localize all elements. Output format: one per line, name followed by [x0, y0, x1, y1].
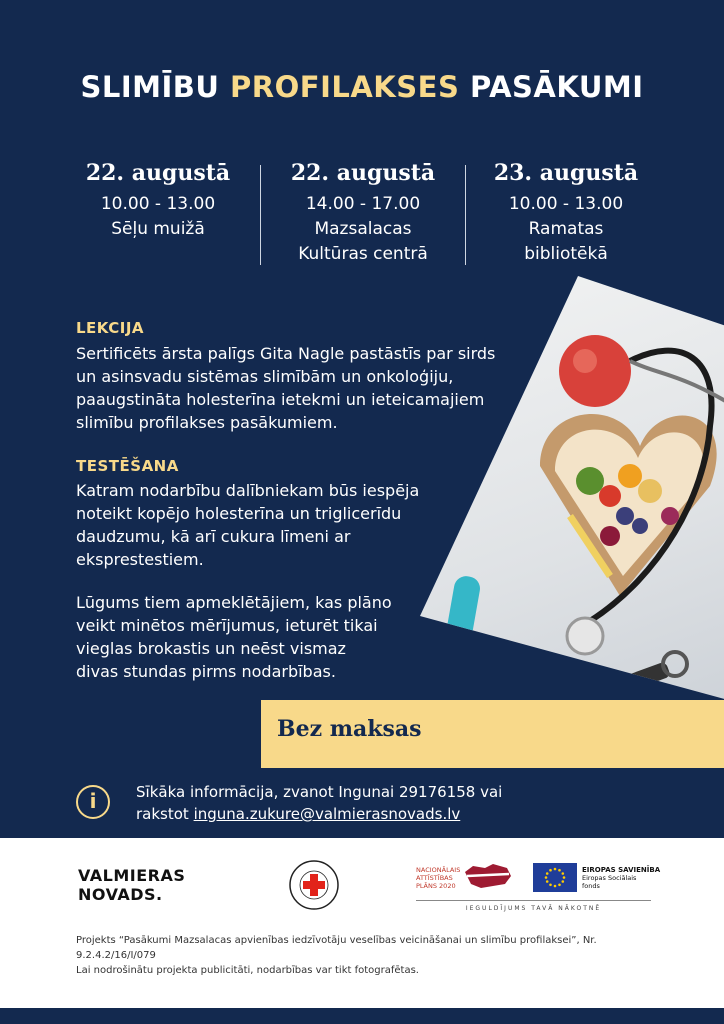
- event-column-1: [58, 160, 258, 242]
- text-line: divas stundas pirms nodarbības.: [76, 662, 336, 681]
- event-time: 10.00 - 13.00: [508, 194, 624, 214]
- eu-line: EIROPAS SAVIENĪBA: [582, 866, 661, 874]
- nap-line: NACIONĀLAIS: [416, 866, 461, 874]
- text-line: daudzumu, kā arī cukura līmeni ar: [76, 527, 351, 546]
- footer-line: Projekts “Pasākumi Mazsalacas apvienības iedzīvotāju veselības veicināšanai un slimību profilaksei”, Nr.: [76, 935, 597, 946]
- logo-line: VALMIERAS: [78, 866, 186, 885]
- title-part2: PROFILAKSES: [230, 70, 460, 104]
- text-line: slimību profilakses pasākumiem.: [76, 413, 338, 432]
- text-line: paaugstināta holesterīna ietekmi un ieteicamajiem: [76, 390, 485, 409]
- contact-line-2: [136, 803, 586, 825]
- logo-line: NOVADS.: [78, 885, 163, 904]
- red-cross-logo: [288, 859, 340, 915]
- text-line: noteikt kopējo holesterīna un triglicerīdu: [76, 504, 402, 523]
- text-line: vieglas brokastis un neēst vismaz: [76, 639, 346, 658]
- text-line: Sertificēts ārsta palīgs Gita Nagle pastāstīs par sirds: [76, 344, 496, 363]
- text-line: eksprestestiem.: [76, 550, 204, 569]
- event-place: Sēļu muižā: [111, 219, 205, 239]
- divider: [416, 900, 651, 901]
- text-line: Katram nodarbību dalībniekam būs iespēja: [76, 481, 420, 500]
- eu-flag-icon: [533, 863, 577, 892]
- price-label: Bez maksas: [277, 716, 422, 742]
- footer-line: 9.2.4.2/16/I/079: [76, 950, 156, 961]
- contact-info: [136, 781, 586, 825]
- eu-stars-icon: [533, 863, 577, 892]
- eu-logo-text: [582, 866, 660, 890]
- email-link[interactable]: inguna.zukure@valmierasnovads.lv: [193, 805, 461, 823]
- divider: [260, 165, 261, 265]
- text-line: veikt minētos mērījumus, ieturēt tikai: [76, 616, 378, 635]
- event-date: 22. augustā: [290, 160, 436, 186]
- event-place: Ramatas: [528, 219, 604, 239]
- lecture-heading: LEKCIJA: [76, 319, 145, 337]
- latvia-map-icon: [463, 862, 513, 890]
- nap-line: ATTĪSTĪBAS: [416, 874, 453, 882]
- title-part1: SLIMĪBU: [80, 70, 220, 104]
- event-column-3: [466, 160, 666, 267]
- text-line: un asinsvadu sistēmas slimībām un onkoloģiju,: [76, 367, 454, 386]
- valmieras-novads-logo: [78, 866, 185, 904]
- page-title: [0, 70, 724, 104]
- contact-line: Sīkāka informācija, zvanot Ingunai 29176158 vai: [136, 783, 503, 801]
- footer-text: [76, 933, 646, 978]
- invest-tagline: IEGULDĪJUMS TAVĀ NĀKOTNĒ: [465, 905, 602, 912]
- bottom-bar: [0, 1008, 724, 1024]
- event-time: 10.00 - 13.00: [100, 194, 216, 214]
- request-text: [76, 591, 436, 683]
- red-cross-emblem: [288, 859, 340, 911]
- event-place: Mazsalacas: [314, 219, 412, 239]
- event-date: 22. augustā: [85, 160, 231, 186]
- lecture-text: [76, 342, 536, 434]
- contact-prefix: rakstot: [136, 805, 189, 823]
- info-icon: i: [76, 785, 110, 819]
- nap-logo-text: [416, 866, 460, 890]
- text-line: Lūgums tiem apmeklētājiem, kas plāno: [76, 593, 392, 612]
- event-date: 23. augustā: [493, 160, 639, 186]
- nap-line: PLĀNS 2020: [416, 882, 456, 890]
- event-time: 14.00 - 17.00: [305, 194, 421, 214]
- eu-line: Eiropas Sociālais: [582, 874, 637, 882]
- event-place: bibliotēkā: [524, 244, 608, 264]
- testing-heading: TESTĒŠANA: [76, 457, 179, 475]
- title-part3: PASĀKUMI: [469, 70, 644, 104]
- event-column-2: [263, 160, 463, 267]
- eu-line: fonds: [582, 882, 600, 890]
- event-place: Kultūras centrā: [298, 244, 428, 264]
- testing-text: [76, 479, 536, 571]
- footer-line: Lai nodrošinātu projekta publicitāti, nodarbības var tikt fotografētas.: [76, 965, 419, 976]
